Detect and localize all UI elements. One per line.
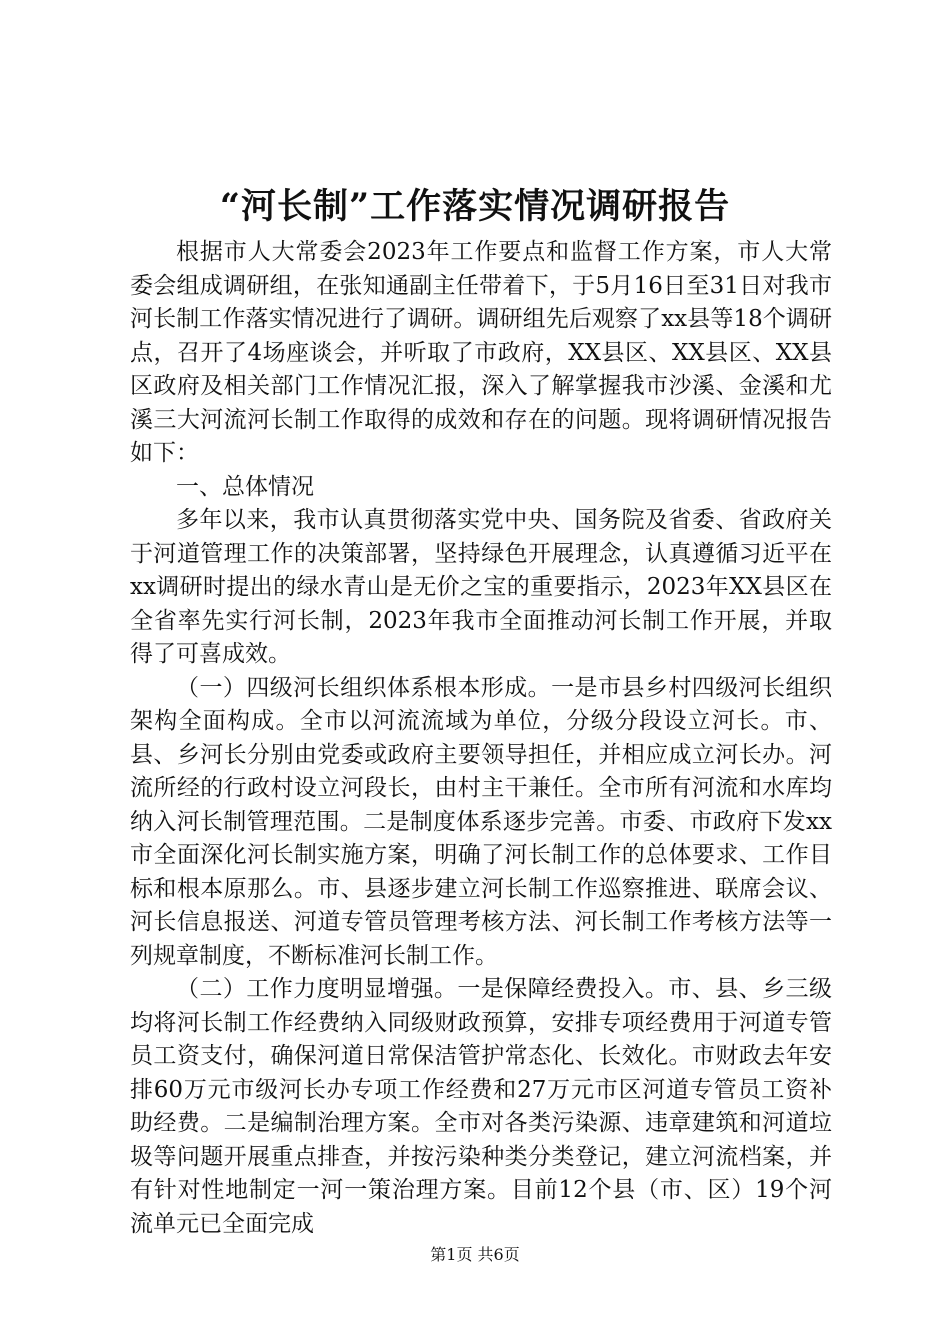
page-title: “河长制”工作落实情况调研报告	[219, 186, 731, 227]
page-number-footer: 第1页 共6页	[430, 1245, 520, 1264]
document-body	[130, 236, 832, 1241]
subsection-paragraph-2: （二）工作力度明显增强。一是保障经费投入。市、县、乡三级均将河长制工作经费纳入同级财政预算，安排专项经费用于河道专管员工资支付，确保河道日常保洁管护常态化、长效化。市财政去年安排60万元市级河长办专项工作经费和27万元市区河道专管员工资补助经费。二是编制治理方案。全市对各类污染源、违章建筑和河道垃圾等问题开展重点排查，并按污染种类分类登记，建立河流档案，并有针对性地制定一河一策治理方案。目前12个县（市、区）19个河流单元已全面完成	[130, 976, 832, 1237]
overview-paragraph: 多年以来，我市认真贯彻落实党中央、国务院及省委、省政府关于河道管理工作的决策部署，坚持绿色开展理念，认真遵循习近平在xx调研时提出的绿水青山是无价之宝的重要指示，2023年XX县区在全省率先实行河长制，2023年我市全面推动河长制工作开展，并取得了可喜成效。	[130, 507, 832, 667]
intro-paragraph: 根据市人大常委会2023年工作要点和监督工作方案，市人大常委会组成调研组，在张知通副主任带着下，于5月16日至31日对我市河长制工作落实情况进行了调研。调研组先后观察了xx县等18个调研点，召开了4场座谈会，并听取了市政府，XX县区、XX县区、XX县区政府及相关部门工作情况汇报，深入了解掌握我市沙溪、金溪和尤溪三大河流河长制工作取得的成效和存在的问题。现将调研情况报告如下：	[130, 239, 832, 466]
section-heading: 一、总体情况	[176, 473, 314, 500]
subsection-paragraph-1: （一）四级河长组织体系根本形成。一是市县乡村四级河长组织架构全面构成。全市以河流流域为单位，分级分段设立河长。市、县、乡河长分别由党委或政府主要领导担任，并相应成立河长办。河流所经的行政村设立河段长，由村主干兼任。全市所有河流和水库均纳入河长制管理范围。二是制度体系逐步完善。市委、市政府下发xx市全面深化河长制实施方案，明确了河长制工作的总体要求、工作目标和根本原那么。市、县逐步建立河长制工作巡察推进、联席会议、河长信息报送、河道专管员管理考核方法、河长制工作考核方法等一列规章制度，不断标准河长制工作。	[130, 674, 832, 969]
